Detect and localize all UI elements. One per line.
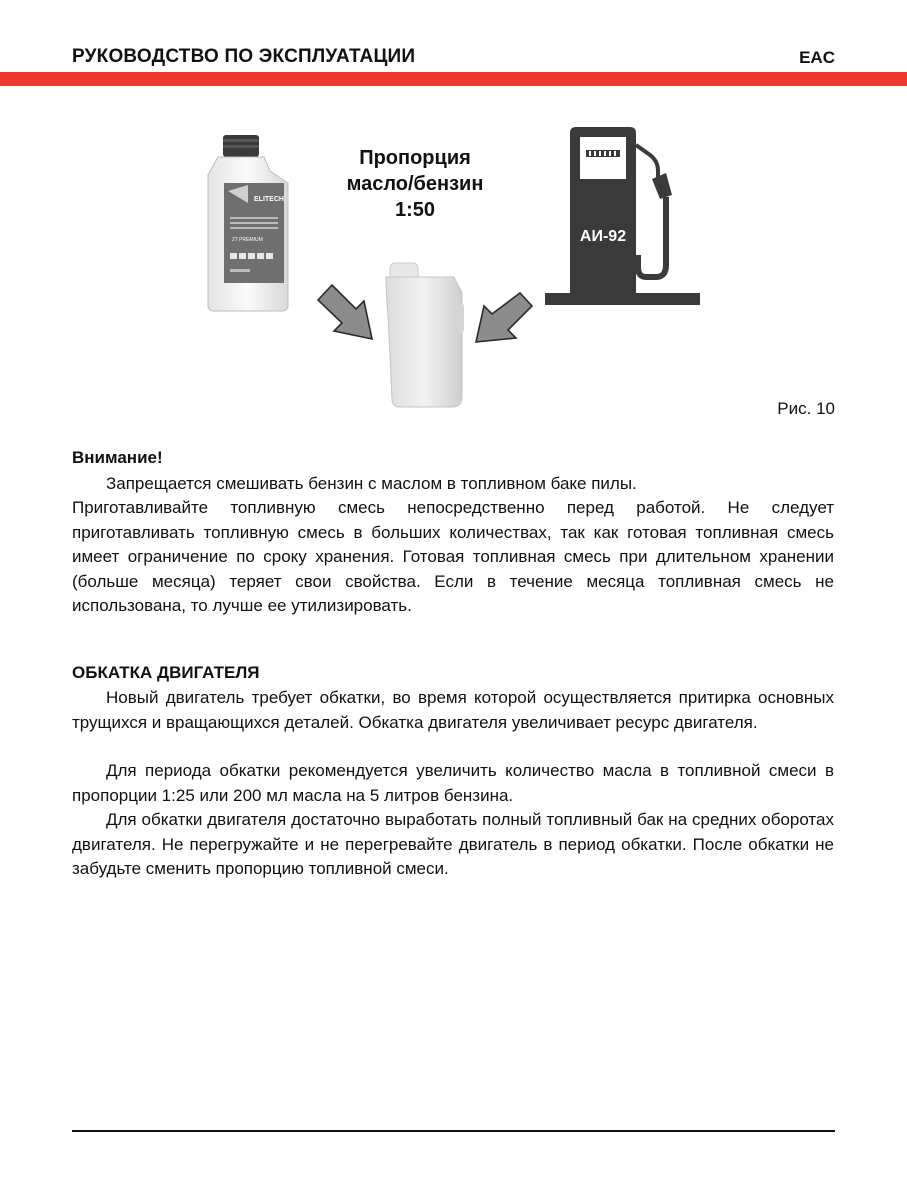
header-title: РУКОВОДСТВО ПО ЭКСПЛУАТАЦИИ <box>72 46 416 67</box>
attention-heading: Внимание! <box>72 448 163 467</box>
footer-rule <box>72 1130 835 1132</box>
figure-10 <box>200 125 700 415</box>
fuel-pump-icon <box>545 127 700 305</box>
bottle-product: 2T PREMIUM <box>232 237 263 243</box>
oil-bottle-icon <box>208 135 288 311</box>
proportion-label <box>325 145 505 223</box>
arrow-left-icon <box>476 293 532 342</box>
bottle-brand: ELITECH <box>254 196 284 203</box>
attention-paragraph: Приготавливайте топливную смесь непосредственно перед работой. Не следует приготавливать топливную смесь в больших количествах, так как готовая топливная смесь имеет ограничение по сроку хранения. Готовая топливная смесь при длительном хранении (больше месяца) теряет свои свойства. Если в течение месяца топливная смесь не использована, то лучше ее утилизировать. <box>72 498 834 615</box>
figure-caption: Рис. 10 <box>777 399 835 418</box>
attention-warning-line: Запрещается смешивать бензин с маслом в топливном баке пилы. <box>106 474 637 493</box>
break-in-paragraph-3: Для обкатки двигателя достаточно выработать полный топливный бак на средних оборотах двигателя. Не перегружайте и не перегревайте двигатель в период обкатки. После обкатки не забудьте сменить пропорцию топливной смеси. <box>72 810 834 878</box>
arrow-right-icon <box>318 285 372 339</box>
proportion-ratio: 1:50 <box>394 199 436 221</box>
break-in-paragraph-2: Для периода обкатки рекомендуется увеличить количество масла в топливной смеси в пропорции 1:25 или 200 мл масла на 5 литров бензина. <box>72 761 834 805</box>
break-in-paragraph-1: Новый двигатель требует обкатки, во время которой осуществляется притирка основных трущихся и вращающихся деталей. Обкатка двигателя увеличивает ресурс двигателя. <box>72 688 834 732</box>
eac-mark: EAC <box>799 48 835 67</box>
proportion-line-2: масло/бензин <box>346 173 484 195</box>
pump-fuel-label: АИ-92 <box>579 228 627 245</box>
header-accent-band <box>0 72 907 86</box>
proportion-line-1: Пропорция <box>359 147 471 169</box>
fuel-can-icon <box>386 263 464 407</box>
section-title-break-in: ОБКАТКА ДВИГАТЕЛЯ <box>72 663 260 682</box>
